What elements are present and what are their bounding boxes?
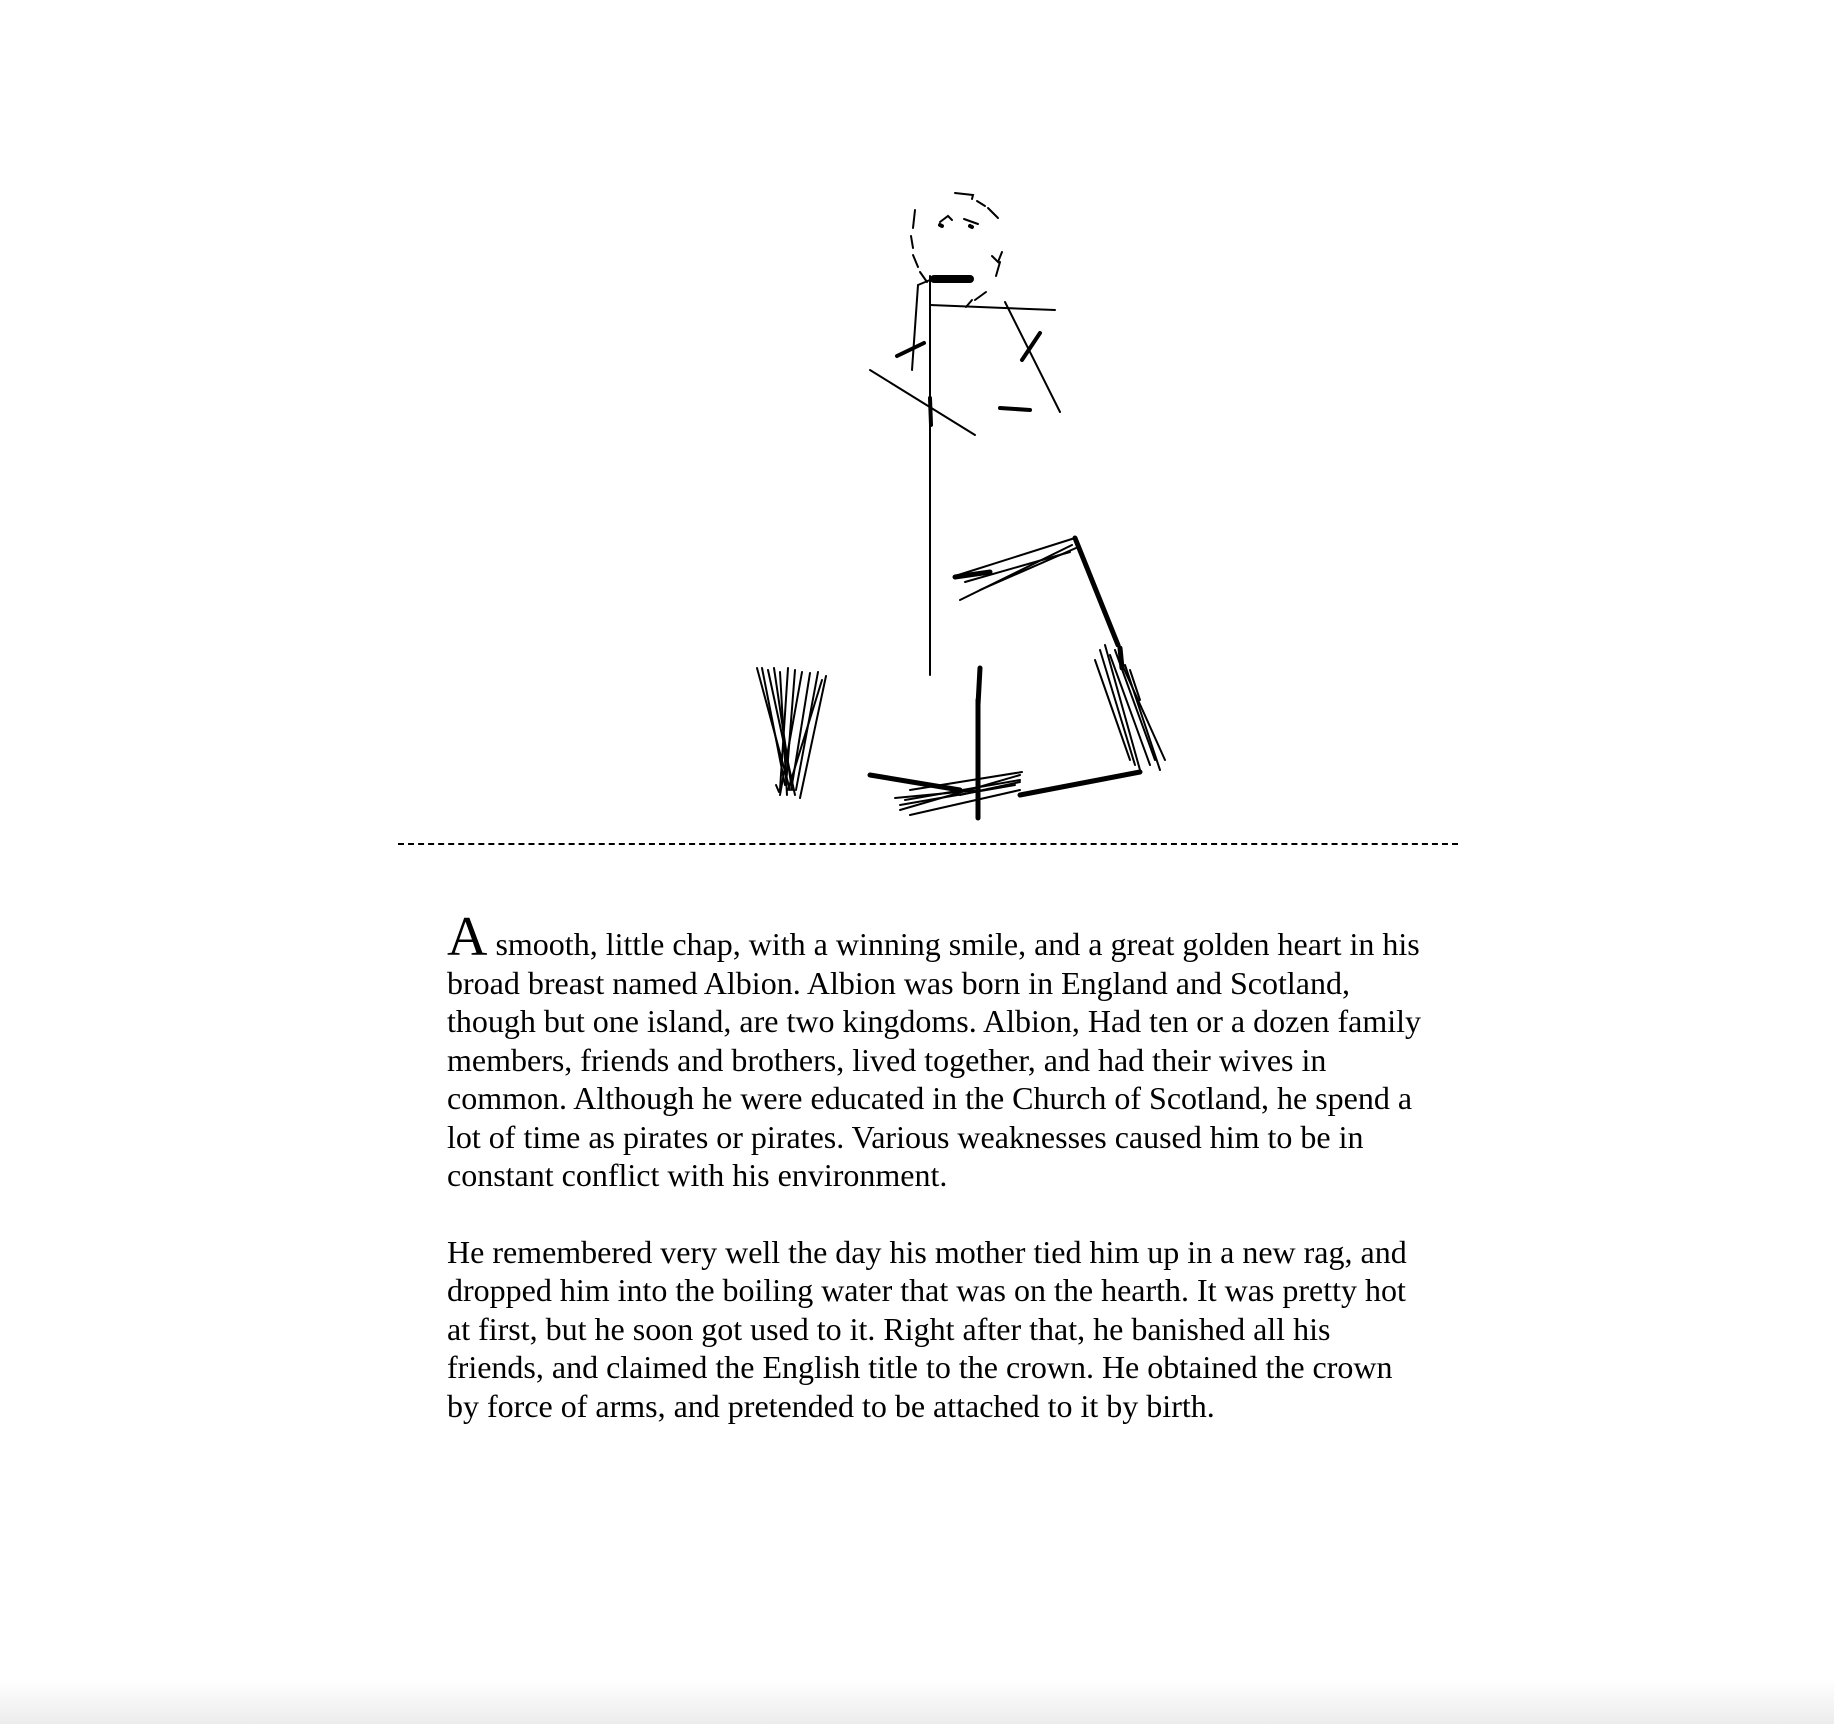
head — [911, 193, 1002, 307]
body — [870, 276, 1060, 675]
stick-figure-drawing — [0, 0, 1834, 850]
body-marks — [897, 333, 1040, 425]
paragraph-1-text: smooth, little chap, with a winning smile, and a great golden heart in his broad breast named Albion. Albion was born in England and Scotland, though but one island, are two kingdoms. Albion, Had ten or a dozen family members, friends and brothers, lived together, and had their wives in common. Although he were educated in the Church of Scotland, he spend a lot of time as pirates or pirates. Various weaknesses caused him to be in constant conflict with his environment. — [447, 926, 1422, 1193]
bottom-shade — [0, 1680, 1834, 1724]
dashed-divider — [398, 843, 1458, 845]
foot-scribble — [1095, 645, 1165, 770]
paragraph-1 — [447, 906, 1422, 1195]
drop-cap: A — [447, 906, 488, 968]
leg — [955, 538, 1076, 600]
face — [934, 225, 972, 279]
paragraph-2: He remembered very well the day his mother tied him up in a new rag, and dropped him into the boiling water that was on the hearth. It was pretty hot at first, but he soon got used to it. Right after that, he banished all his friends, and claimed the English title to the crown. He obtained the crown by force of arms, and pretended to be attached to it by birth. — [447, 1233, 1407, 1424]
seat-scribble — [895, 772, 1022, 815]
grass-tuft — [757, 668, 826, 798]
story-text — [447, 906, 1422, 1463]
